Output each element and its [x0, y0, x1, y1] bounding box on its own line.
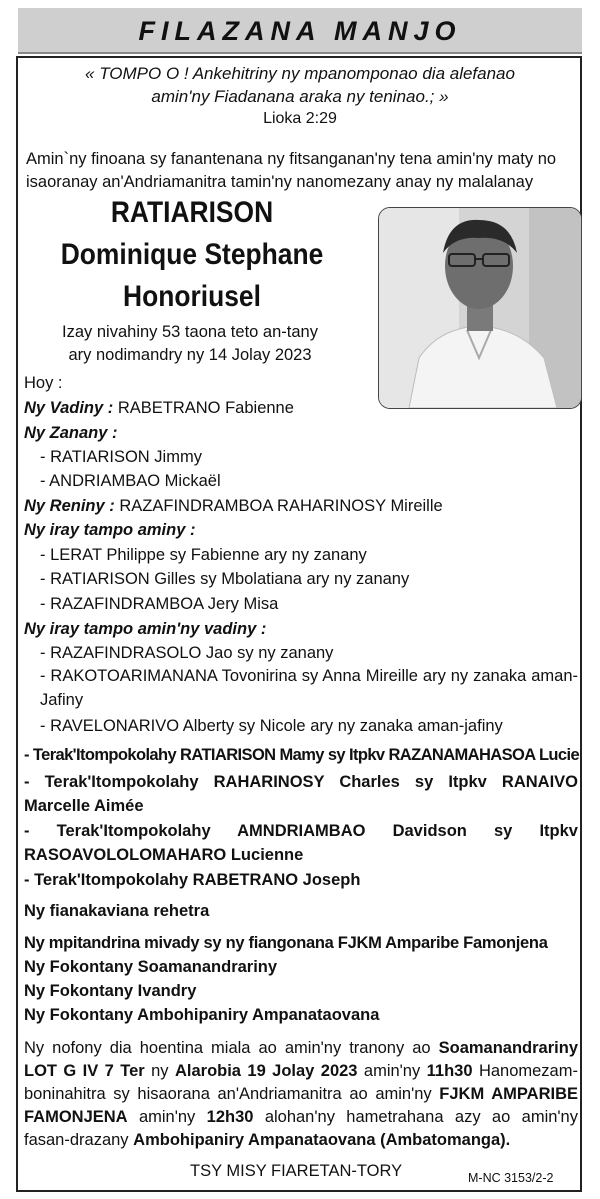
terak-line: - Terak'Itompokolahy RAHARINOSY Charles sy Itpkv RANAIVO Marcelle Aimée: [24, 773, 578, 815]
quote-line-2: amin'ny Fiadanana araka ny teninao.; »: [151, 87, 449, 106]
tampo-aminy-item: - RATIARISON Gilles sy Mbolatiana ary ny zanany: [40, 570, 410, 588]
reniny-value: RAZAFINDRAMBOA RAHARINOSY Mireille: [114, 497, 443, 515]
portrait-photo: [378, 207, 582, 409]
quote-reference: Lioka 2:29: [263, 110, 337, 127]
terak-line: - Terak'Itompokolahy RABETRANO Joseph: [24, 871, 361, 889]
reniny-line: [24, 497, 443, 516]
other-mourner: Ny Fokontany Ivandry: [24, 982, 197, 1000]
tampo-aminy-item: - LERAT Philippe sy Fabienne ary ny zanany: [40, 546, 367, 564]
deceased-given-1: Dominique Stephane: [60, 238, 324, 271]
notice-title: FILAZANA MANJO: [138, 16, 462, 46]
zanany-label: Ny Zanany :: [24, 424, 118, 442]
quote-line-1: « TOMPO O ! Ankehitriny ny mpanomponao dia alefanao: [85, 64, 515, 83]
tampo-vadiny-item: - RAKOTOARIMANANA Tovonirina sy Anna Mireille ary ny zanaka aman-Jafiny: [40, 667, 578, 709]
other-mourner: Ny Fokontany Soamanandrariny: [24, 958, 278, 976]
terak-line: - Terak'Itompokolahy AMNDRIAMBAO Davidson sy Itpkv RASOAVOLOLOMAHARO Lucienne: [24, 822, 578, 864]
other-mourner: Ny mpitandrina mivady sy ny fiangonana FJKM Amparibe Famonjena: [24, 934, 548, 952]
funeral-details: Ny nofony dia hoentina miala ao amin'ny tranony ao Soamanandrariny LOT G IV 7 Ter ny Alarobia 19 Jolay 2023 amin'ny 11h30 Hanomezam-boninahitra sy hisaorana an'Andriamanitra ao amin'ny FJKM AMPARIBE FAMONJENA amin'ny 12h30 alohan'ny hametrahana azy ao amin'ny fasan-drazany Ambohipaniry Ampanataovana (Ambatomanga).: [24, 1039, 579, 1149]
fianakaviana-line: Ny fianakaviana rehetra: [24, 902, 210, 920]
zanany-item: - RATIARISON Jimmy: [40, 448, 202, 466]
tampo-vadiny-label: Ny iray tampo amin'ny vadiny :: [24, 620, 267, 638]
hoy-label: Hoy :: [24, 374, 63, 392]
vadiny-label: Ny Vadiny :: [24, 399, 114, 417]
deceased-surname: RATIARISON: [110, 196, 274, 229]
deceased-given-2: Honoriusel: [123, 280, 261, 313]
terak-line: - Terak'Itompokolahy RATIARISON Mamy sy Itpkv RAZANAMAHASOA Lucie: [24, 746, 580, 764]
zanany-item: - ANDRIAMBAO Mickaël: [40, 472, 221, 490]
vadiny-line: [24, 399, 294, 418]
tampo-aminy-label: Ny iray tampo aminy :: [24, 521, 196, 539]
age-line: Izay nivahiny 53 taona teto an-tany: [62, 323, 318, 341]
vadiny-value: RABETRANO Fabienne: [113, 399, 294, 417]
signature: TSY MISY FIARETAN-TORY: [190, 1162, 403, 1180]
intro-text: Amin`ny finoana sy fanantenana ny fitsanganan'ny tena amin'ny maty no isaoranay an'Andriamanitra tamin'ny nanomezany anay ny malalanay: [26, 150, 557, 191]
notice-code: M-NC 3153/2-2: [468, 1171, 554, 1185]
header-bar: [18, 8, 582, 54]
tampo-aminy-item: - RAZAFINDRAMBOA Jery Misa: [40, 595, 279, 613]
other-mourner: Ny Fokontany Ambohipaniry Ampanataovana: [24, 1006, 380, 1024]
reniny-label: Ny Reniny :: [24, 497, 115, 515]
tampo-vadiny-item: - RAVELONARIVO Alberty sy Nicole ary ny zanaka aman-jafiny: [40, 717, 503, 735]
tampo-vadiny-item: - RAZAFINDRASOLO Jao sy ny zanany: [40, 644, 334, 662]
date-line: ary nodimandry ny 14 Jolay 2023: [68, 346, 312, 364]
